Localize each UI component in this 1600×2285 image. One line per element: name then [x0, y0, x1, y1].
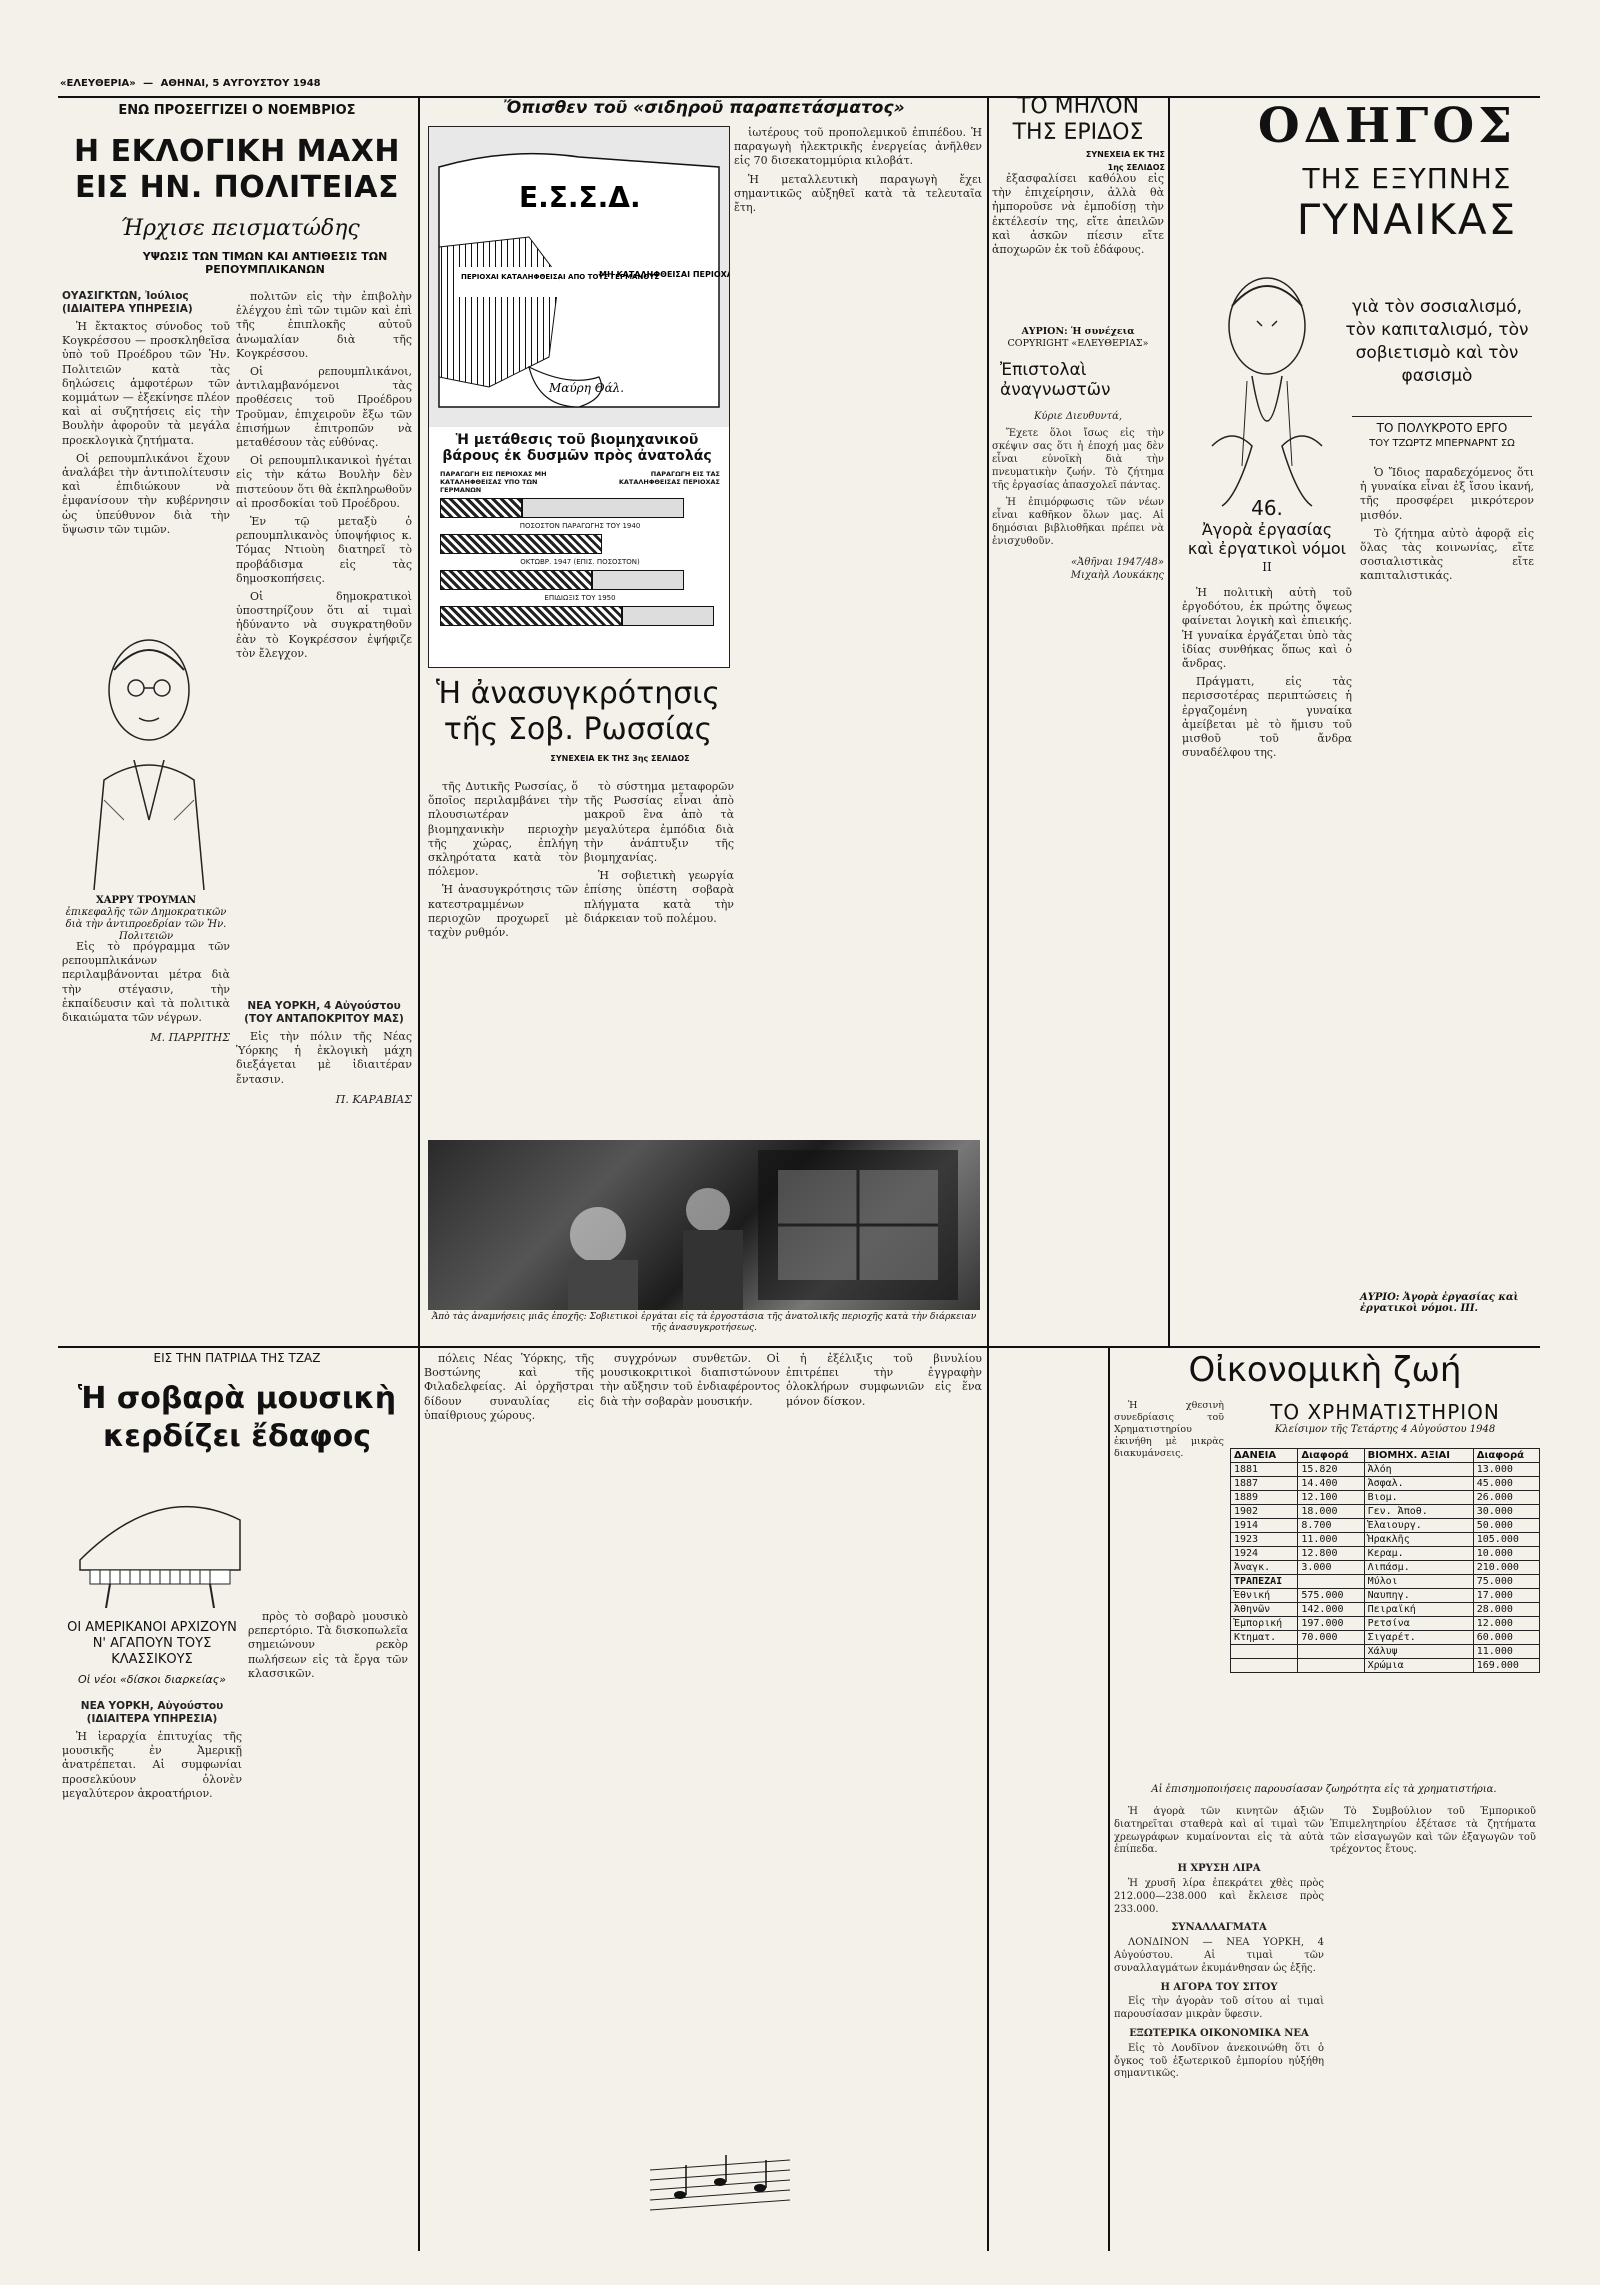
election-para: Εἰς τὴν πόλιν τῆς Νέας Ὑόρκης ἡ ἐκλογικὴ μάχη διεξάγεται μὲ ἰδιαιτέραν ἔντασιν. — [236, 1030, 412, 1086]
econ-title: Οἰκονομικὴ ζωή — [1188, 1350, 1462, 1390]
music-title — [62, 1380, 412, 1456]
bottom-middle — [992, 1352, 1102, 2242]
apple-title-line1: ΤΟ ΜΗΛΟΝ — [1016, 94, 1140, 119]
guide-para: Τὸ ζήτημα αὐτὸ ἀφορᾷ εἰς ὅλας τὰς κοινωνίας, εἴτε σοσιαλιστικὰς εἴτε καπιταλιστικάς. — [1360, 526, 1534, 583]
music-col3 — [424, 1352, 594, 2242]
market-value-cell: 210.000 — [1473, 1561, 1539, 1575]
foreign-text: Εἰς τὸ Λονδῖνον ἀνεκοινώθη ὅτι ὁ ὄγκος τοῦ ἐξωτερικοῦ ἐμπορίου ηὐξήθη σημαντικῶς. — [1114, 2042, 1324, 2080]
market-intro-text: Ἡ χθεσινὴ συνεδρίασις τοῦ Χρηματιστηρίου ἐκινήθη μὲ μικρὰς διακυμάνσεις. — [1114, 1400, 1224, 1459]
stocks-header: ΒΙΟΜΗΧ. ΑΞΙΑΙ — [1364, 1449, 1473, 1463]
guide-para: Ὁ Ἴδιος παραδεχόμενος ὅτι ἡ γυναίκα εἶναι ἐξ ἴσου ἱκανή, τῆς προσφέρει μικρότερον μισθόν. — [1360, 466, 1534, 522]
wheat-title: Η ΑΓΟΡΑ ΤΟΥ ΣΙΤΟΥ — [1160, 1981, 1278, 1993]
market-label-cell: Χάλυψ — [1364, 1645, 1473, 1659]
market-row — [1231, 1477, 1540, 1491]
election-title-line1: Η ΕΚΛΟΓΙΚΗ ΜΑΧΗ — [74, 134, 400, 169]
market-value-cell: 11.000 — [1298, 1533, 1364, 1547]
election-para: Ἐν τῷ μεταξὺ ὁ ρεπουμπλικανὸς ὑποψήφιος κ. Τόμας Ντιοὺη διατηρεῖ τὸ προβάδισμα εἰς τὰς δημοσκοπήσεις. — [236, 515, 412, 585]
bar-1950-right — [622, 606, 714, 626]
caption-text: ἐπικεφαλῆς τῶν Δημοκρατικῶν διὰ τὴν ἀντιπροεδρίαν τῶν Ἡν. Πολιτειῶν — [65, 907, 227, 942]
market-label-cell: Ναυπηγ. — [1364, 1589, 1473, 1603]
election-col1-lower — [62, 940, 230, 1300]
music-col1 — [62, 1700, 242, 2240]
gold-title: Η ΧΡΥΣΗ ΛΙΡΑ — [1177, 1863, 1261, 1875]
election-para: Οἱ δημοκρατικοὶ ὑποστηρίζουν ὅτι αἱ τιμαὶ ἠδύναντο νὰ συγκρατηθοῦν ἐὰν τὸ Κογκρέσσον ἐψήφιζε τὸν ἔλεγχον. — [236, 590, 412, 660]
caption-name: ΧΑΡΡΥ ΤΡΟΥΜΑΝ — [96, 895, 196, 906]
music-para: ἡ ἐξέλιξις τοῦ βινυλίου ἐπιτρέπει τὴν ἐγγραφὴν ὁλοκλήρων συμφωνιῶν εἰς ἕνα μόνον δίσκον. — [786, 1352, 982, 1408]
market-row — [1231, 1533, 1540, 1547]
market-value-cell: 26.000 — [1473, 1491, 1539, 1505]
letters-title — [1000, 360, 1160, 400]
market-label-cell: Ρετσίνα — [1364, 1617, 1473, 1631]
truman-portrait — [64, 620, 224, 890]
letters-para: Ἡ ἐπιμόρφωσις τῶν νέων εἶναι καθῆκον ὅλων μας. Αἱ δημόσιαι βιβλιοθῆκαι πρέπει νὰ ἐνισχυθοῦν. — [992, 497, 1164, 547]
market-row — [1231, 1659, 1540, 1673]
music-title-line2: κερδίζει ἔδαφος — [102, 1419, 372, 1454]
change-header: Διαφορά — [1298, 1449, 1364, 1463]
gold-text: Ἡ χρυσῆ λίρα ἐπεκράτει χθὲς πρὸς 212.000—238.000 καὶ ἔκλεισε πρὸς 233.000. — [1114, 1877, 1324, 1915]
music-para: Ἡ ἱεραρχία ἐπιτυχίας τῆς μουσικῆς ἐν Ἀμερικῇ ἀνατρέπεται. Αἱ συμφωνίαι προσελκύουν ὁλονὲν μεγαλύτερον ἀκροατήριον. — [62, 1730, 242, 1800]
election-dateline2: ΝΕΑ ΥΟΡΚΗ, 4 Αὐγούστου (ΤΟΥ ΑΝΤΑΠΟΚΡΙΤΟΥ ΜΑΣ) — [244, 1000, 404, 1025]
market-value-cell: 13.000 — [1473, 1463, 1539, 1477]
market-label-cell: Μύλοι — [1364, 1575, 1473, 1589]
election-title — [62, 134, 412, 206]
election-para: Εἰς τὸ πρόγραμμα τῶν ρεπουμπλικάνων περιλαμβάνονται μέτρα διὰ τὴν στέγασιν, τὴν ἐκπαίδευσιν καὶ τὰ πολιτικὰ δικαιώματα τῶν νέγρων. — [62, 940, 230, 1025]
market-label-cell: Ἐθνική — [1231, 1589, 1298, 1603]
map-free-label: ΜΗ ΚΑΤΑΛΗΦΘΕΙΣΑΙ ΠΕΡΙΟΧΑΙ — [599, 270, 729, 279]
bar-1950-left — [440, 606, 622, 626]
market-row — [1231, 1645, 1540, 1659]
guide-col2 — [1360, 466, 1534, 1286]
guide-work-label: ΤΟ ΠΟΛΥΚΡΟΤΟ ΕΡΓΟ — [1352, 416, 1532, 435]
guide-box — [1172, 96, 1540, 1346]
apple-para: ἐξασφαλίσει καθόλου εἰς τὴν ἐπιχείρησιν, ἀλλὰ θὰ ἠμποροῦσε νὰ ἐμποδίσῃ τὴν ἐκτέλεσίν της, εἴτε ἀπειλῶν καὶ ἀσκῶν πίεσιν εἴτε ἀποχωρῶν ἐκ τοῦ ἐδάφους. — [992, 172, 1164, 257]
guide-para: Ἡ πολιτικὴ αὐτὴ τοῦ ἐργοδότου, ἐκ πρώτης ὄψεως φαίνεται λογικὴ καὶ ἐπιεικής. Ἡ γυναίκα ἐργάζεται ὑπὸ τὰς ἰδίας συνθήκας ὅπως καὶ ὁ ἄνδρας. — [1182, 586, 1352, 671]
letters-title-line1: Ἐπιστολαὶ — [1000, 360, 1087, 380]
market-value-cell: 60.000 — [1473, 1631, 1539, 1645]
bar-1942 — [440, 534, 602, 554]
market-value-cell: 8.700 — [1298, 1519, 1364, 1533]
market-value-cell: 45.000 — [1473, 1477, 1539, 1491]
market-value-cell: 12.800 — [1298, 1547, 1364, 1561]
bar-1940-right — [522, 498, 684, 518]
market-label-cell: 1923 — [1231, 1533, 1298, 1547]
market-label-cell: Ἀθηνῶν — [1231, 1603, 1298, 1617]
election-title-line2: ΕΙΣ ΗΝ. ΠΟΛΙΤΕΙΑΣ — [75, 170, 399, 205]
apple-footer — [992, 326, 1164, 350]
market-label-cell: Κτηματ. — [1231, 1631, 1298, 1645]
market-value-cell: 142.000 — [1298, 1603, 1364, 1617]
market-value-cell — [1298, 1645, 1364, 1659]
map-occupied-label: ΠΕΡΙΟΧΑΙ ΚΑΤΑΛΗΦΘΕΙΣΑΙ ΑΠΟ ΤΟΥΣ ΓΕΡΜΑΝΟΥΣ — [461, 273, 660, 281]
market-header — [1230, 1400, 1540, 1435]
chart-sub-left: ΠΑΡΑΓΩΓΗ ΕΙΣ ΠΕΡΙΟΧΑΣ ΜΗ ΚΑΤΑΛΗΦΘΕΙΣΑΣ ΥΠΟ ΤΩΝ ΓΕΡΜΑΝΩΝ — [440, 470, 547, 494]
masthead-paper: «ΕΛΕΥΘΕΡΙΑ» — [60, 78, 136, 89]
econ-rule — [1108, 1346, 1540, 1348]
econ-para: Ἡ ἀγορὰ τῶν κινητῶν ἀξιῶν διατηρεῖται σταθερὰ καὶ αἱ τιμαὶ τῶν χρεωγράφων κυμαίνονται εἰς τὰ αὐτὰ ἐπίπεδα. — [1114, 1806, 1324, 1856]
map-country-label: Ε.Σ.Σ.Δ. — [519, 181, 641, 214]
market-value-cell: 14.400 — [1298, 1477, 1364, 1491]
music-notes-icon — [640, 2150, 800, 2240]
guide-tomorrow: ΑΥΡΙΟ: Ἀγορὰ ἐργασίας καὶ ἐργατικοὶ νόμοι. III. — [1360, 1292, 1519, 1314]
music-col2 — [248, 1610, 408, 2240]
industry-para: Ἡ μεταλλευτικὴ παραγωγὴ ἔχει σημαντικῶς αὐξηθεῖ κατὰ τὰ τελευταῖα ἔτη. — [734, 172, 982, 215]
masthead: «ΕΛΕΥΘΕΡΙΑ» — ΑΘΗΝΑΙ, 5 ΑΥΓΟΥΣΤΟΥ 1948 — [60, 78, 321, 89]
change-header: Διαφορά — [1473, 1449, 1539, 1463]
music-para: πόλεις Νέας Ὑόρκης, τῆς Βοστώνης καὶ τῆς Φιλαδελφείας. Αἱ ὀρχῆστραι δίδουν συναυλίας εἰς ὑπαίθριους χώρους. — [424, 1352, 594, 1422]
election-para: Οἱ ρεπουμπλικάνοι ἔχουν ἀναλάβει τὴν ἀντιπολίτευσιν καὶ ἐπιδιώκουν νὰ ἐμφανίσουν τὴν κυβέρνησιν ὡς ὑπεύθυνον διὰ τὴν ὕψωσιν τῶν τιμῶν. — [62, 451, 230, 536]
letters-salutation: Κύριε Διευθυντά, — [1033, 411, 1123, 422]
market-row — [1231, 1617, 1540, 1631]
apple-copyright: COPYRIGHT «ΕΛΕΥΘΕΡΙΑΣ» — [1007, 338, 1149, 349]
bar-1940-left — [440, 498, 522, 518]
foreign-title: ΕΞΩΤΕΡΙΚΑ ΟΙΚΟΝΟΜΙΚΑ ΝΕΑ — [1129, 2027, 1309, 2039]
reconstruction-col1 — [428, 780, 578, 1140]
guide-para: Πράγματι, εἰς τὰς περισσοτέρας περιπτώσεις ἡ ἐργαζομένη γυναίκα ἀμείβεται μὲ τὸ ἥμισυ τοῦ μισθοῦ τοῦ ἄνδρα συναδέλφου της. — [1182, 675, 1352, 760]
reconstruction-para: Ἡ σοβιετικὴ γεωργία ἐπίσης ὑπέστη σοβαρὰ πλήγματα κατὰ τὴν διάρκειαν τοῦ πολέμου. — [584, 869, 734, 925]
signature: Π. ΚΑΡΑΒΙΑΣ — [335, 1092, 412, 1106]
market-label-cell: Ἀλόη — [1364, 1463, 1473, 1477]
apple-continued: ΣΥΝΕΧΕΙΑ ΕΚ ΤΗΣ 1ης ΣΕΛΙΔΟΣ — [1085, 150, 1165, 172]
market-row — [1231, 1603, 1540, 1617]
market-value-cell: 11.000 — [1473, 1645, 1539, 1659]
photo-caption: Ἀπὸ τὰς ἀναμνήσεις μιᾶς ἐποχῆς: Σοβιετικοὶ ἐργάται εἰς τὰ ἐργοστάσια τῆς ἀνατολικῆς περιοχῆς κατὰ τὴν διάρκειαν τῆς ἀνασυγκροτήσεως. — [431, 1312, 977, 1333]
market-value-cell: 105.000 — [1473, 1533, 1539, 1547]
masthead-date: ΑΘΗΝΑΙ, 5 ΑΥΓΟΥΣΤΟΥ 1948 — [160, 78, 321, 89]
econ-para: Τὸ Συμβούλιον τοῦ Ἐμπορικοῦ Ἐπιμελητηρίου ἐξέτασε τὰ ζητήματα τῶν εἰσαγωγῶν καὶ τῶν ἐξαγωγῶν τοῦ τρέχοντος ἔτους. — [1330, 1806, 1536, 1856]
guide-chapter-line2: καὶ ἐργατικοὶ νόμοι — [1187, 539, 1347, 558]
market-row — [1231, 1463, 1540, 1477]
reconstruction-col2 — [584, 780, 734, 1140]
letters-para: Ἔχετε ὅλοι ἴσως εἰς τὴν σκέψιν σας ὅτι ἡ ἐποχή μας δὲν εἶναι εὐνοϊκὴ διὰ τὴν πνευματικὴν ζωήν. Τὸ ζήτημα τῆς ἐργασίας ἀπασχολεῖ πάντας. — [992, 428, 1164, 491]
election-para: Οἱ ρεπουμπλικανικοὶ ἡγέται εἰς τὴν κάτω Βουλὴν δὲν πιστεύουν ὅτι θὰ ἐκπληρωθοῦν αἱ προσδοκίαι τοῦ Προέδρου. — [236, 454, 412, 510]
guide-title: ΟΔΗΓΟΣ — [1257, 98, 1517, 154]
music-title-line1: Ἡ σοβαρὰ μουσικὴ — [77, 1381, 397, 1416]
reconstruction-para: τῆς Δυτικῆς Ρωσσίας, ὅ ὅποῖος περιλαμβάνει τὴν πλουσιωτέραν βιομηχανικὴν περιοχὴν τῆς χώρας, ἐπλήγη σκληρότατα κατὰ τὸν πόλεμον. — [428, 780, 578, 879]
election-col1 — [62, 290, 230, 610]
election-deck: ΥΨΩΣΙΣ ΤΩΝ ΤΙΜΩΝ ΚΑΙ ΑΝΤΙΘΕΣΙΣ ΤΩΝ ΡΕΠΟΥΜΠΛΙΚΑΝΩΝ — [142, 250, 388, 276]
workers-photo — [428, 1140, 980, 1310]
market-value-cell: 12.100 — [1298, 1491, 1364, 1505]
market-value-cell: 3.000 — [1298, 1561, 1364, 1575]
market-label-cell: 1914 — [1231, 1519, 1298, 1533]
market-label-cell: ΤΡΑΠΕΖΑΙ — [1231, 1575, 1298, 1589]
guide-roman: ΙΙ — [1262, 560, 1272, 574]
chart-note3: ΕΠΙΔΙΩΞΙΣ ΤΟΥ 1950 — [544, 594, 616, 602]
market-value-cell: 10.000 — [1473, 1547, 1539, 1561]
market-label-cell: 1881 — [1231, 1463, 1298, 1477]
col-rule — [418, 96, 420, 1346]
map-sea-label: Μαύρη Θάλ. — [549, 381, 625, 395]
reconstruction-para: Ἡ ἀνασυγκρότησις τῶν κατεστραμμένων περιοχῶν προχωρεῖ μὲ ταχὺν ρυθμόν. — [428, 883, 578, 940]
market-label-cell: Λιπάσμ. — [1364, 1561, 1473, 1575]
election-kicker: ΕΝΩ ΠΡΟΣΕΓΓΙΖΕΙ Ο ΝΟΕΜΒΡΙΟΣ — [118, 103, 356, 118]
apple-tomorrow: ΑΥΡΙΟΝ: Ἡ συνέχεια — [1021, 326, 1135, 337]
wheat-text: Εἰς τὴν ἀγορὰν τοῦ σίτου αἱ τιμαὶ παρουσίασαν μικρὰν ὕφεσιν. — [1114, 1996, 1324, 2021]
portrait-sketch-icon — [64, 620, 224, 890]
map-caption: Ἡ μετάθεσις τοῦ βιομηχανικοῦ βάρους ἐκ δυσμῶν πρὸς ἀνατολάς — [432, 432, 722, 464]
market-label-cell: Ἐλαιουργ. — [1364, 1519, 1473, 1533]
election-subtitle: Ήρχισε πεισματώδης — [120, 216, 360, 241]
chart-note2: ΟΚΤΩΒΡ. 1947 (ΕΠΙΣ. ΠΟΣΟΣΤΟΝ) — [520, 558, 640, 566]
market-label-cell: Βιομ. — [1364, 1491, 1473, 1505]
music-deck-text: ΟΙ ΑΜΕΡΙΚΑΝΟΙ ΑΡΧΙΖΟΥΝ Ν' ΑΓΑΠΟΥΝ ΤΟΥΣ ΚΛΑΣΣΙΚΟΥΣ — [67, 1620, 237, 1667]
market-intro — [1114, 1400, 1224, 1500]
bar-1947-right — [592, 570, 684, 590]
industry-col3 — [734, 126, 982, 666]
guide-chapter-line1: Ἀγορὰ ἐργασίας — [1201, 520, 1333, 539]
guide-author: ΤΟΥ ΤΖΩΡΤΖ ΜΠΕΡΝΑΡΝΤ ΣΩ — [1369, 438, 1515, 449]
market-label-cell: Κεραμ. — [1364, 1547, 1473, 1561]
col-rule — [987, 1346, 989, 2251]
election-col2 — [236, 290, 412, 990]
econ-col-rule — [1108, 1346, 1110, 2251]
market-value-cell: 575.000 — [1298, 1589, 1364, 1603]
guide-topics: γιὰ τὸν σοσιαλισμό, τὸν καπιταλισμό, τὸν σοβιετισμὸ καὶ τὸν φασισμὸ — [1345, 297, 1529, 386]
guide-number: 46. — [1251, 496, 1283, 520]
letters-signature: Μιχαὴλ Λουκάκης — [1070, 570, 1164, 581]
market-label-cell: 1887 — [1231, 1477, 1298, 1491]
market-label-cell: 1902 — [1231, 1505, 1298, 1519]
portrait-caption — [62, 895, 230, 943]
workers-photo-sketch — [428, 1140, 980, 1310]
market-value-cell: 17.000 — [1473, 1589, 1539, 1603]
market-label-cell — [1231, 1645, 1298, 1659]
market-value-cell: 30.000 — [1473, 1505, 1539, 1519]
shaw-caricature-icon — [1192, 246, 1342, 516]
reconstruction-title-line1: Ἡ ἀνασυγκρότησις — [436, 676, 720, 711]
apple-title-line2: ΤΗΣ ΕΡΙΔΟΣ — [1012, 120, 1144, 145]
econ-col2 — [1330, 1806, 1536, 2246]
market-value-cell: 197.000 — [1298, 1617, 1364, 1631]
music-dateline: ΝΕΑ ΥΟΡΚΗ, Αὐγούστου (ΙΔΙΑΙΤΕΡΑ ΥΠΗΡΕΣΙΑ) — [80, 1700, 224, 1725]
chart-sub-right: ΠΑΡΑΓΩΓΗ ΕΙΣ ΤΑΣ ΚΑΤΑΛΗΦΘΕΙΣΑΣ ΠΕΡΙΟΧΑΣ — [618, 470, 720, 486]
apple-body — [992, 172, 1164, 322]
market-close-note: Κλείσιμον τῆς Τετάρτης 4 Αὐγούστου 1948 — [1274, 1424, 1496, 1435]
election-para: Ἡ ἔκτακτος σύνοδος τοῦ Κογκρέσσου — προσκληθεῖσα ὑπὸ τοῦ Προέδρου τῶν Ἡν. Πολιτειῶν κατὰ τὰς δηλώσεις ἀμφοτέρων τῶν κομμάτων — ἐξεκίνησε πλέον καὶ αἱ συζητήσεις εἰς τὴν Βουλὴν ἀφοροῦν τὰ μεγάλα προεκλογικὰ ζητήματα. — [62, 320, 230, 447]
market-value-cell: 18.000 — [1298, 1505, 1364, 1519]
bar-1947-left — [440, 570, 592, 590]
market-value-cell: 15.820 — [1298, 1463, 1364, 1477]
market-label-cell: Πειραϊκή — [1364, 1603, 1473, 1617]
market-value-cell: 28.000 — [1473, 1603, 1539, 1617]
econ-note: Αἱ ἐπισημοποιήσεις παρουσίασαν ζωηρότητα εἰς τὰ χρηματιστήρια. — [1151, 1784, 1497, 1795]
music-col5 — [786, 1352, 982, 2132]
guide-subtitle2: ΓΥΝΑΙΚΑΣ — [1296, 195, 1518, 244]
market-value-cell — [1298, 1575, 1364, 1589]
market-row — [1231, 1561, 1540, 1575]
iron-curtain-kicker: Ὄπισθεν τοῦ «σιδηροῦ παραπετάσματος» — [503, 98, 905, 118]
market-label-cell: Γεν. Ἀποθ. — [1364, 1505, 1473, 1519]
market-row — [1231, 1505, 1540, 1519]
col-rule — [987, 96, 989, 1346]
fx-title: ΣΥΝΑΛΛΑΓΜΑΤΑ — [1171, 1922, 1267, 1934]
music-para: συγχρόνων συνθετῶν. Οἱ μουσικοκριτικοὶ διαπιστώνουν τὴν αὔξησιν τοῦ ἐνδιαφέροντος διὰ τὴν σοβαρὰν μουσικήν. — [600, 1352, 780, 1408]
market-label-cell: 1924 — [1231, 1547, 1298, 1561]
market-row — [1231, 1519, 1540, 1533]
market-row — [1231, 1589, 1540, 1603]
reconstruction-continued: ΣΥΝΕΧΕΙΑ ΕΚ ΤΗΣ 3ης ΣΕΛΙΔΟΣ — [550, 754, 690, 763]
market-table — [1230, 1448, 1540, 1778]
letters-body — [992, 410, 1164, 1330]
market-label-cell: 1889 — [1231, 1491, 1298, 1505]
reconstruction-para: τὸ σύστημα μεταφορῶν τῆς Ρωσσίας εἶναι ἀπὸ μακροῦ ἓνα ἀπὸ τὰ μεγαλύτερα ἐμπόδια διὰ τὴν ἀνάπτυξιν τῆς βιομηχανίας. — [584, 780, 734, 865]
letters-title-line2: ἀναγνωστῶν — [1000, 380, 1111, 400]
loans-header: ΔΑΝΕΙΑ — [1231, 1449, 1298, 1463]
market-value-cell: 169.000 — [1473, 1659, 1539, 1673]
election-dateline: ΟΥΑΣΙΓΚΤΩΝ, Ἰούλιος (ΙΔΙΑΙΤΕΡΑ ΥΠΗΡΕΣΙΑ) — [62, 290, 193, 315]
music-subdeck: Οἱ νέοι «δίσκοι διαρκείας» — [78, 1673, 226, 1686]
election-col2-lower — [236, 1000, 412, 1330]
econ-col1 — [1114, 1806, 1324, 2246]
market-value-cell — [1298, 1659, 1364, 1673]
music-para: πρὸς τὸ σοβαρὸ μουσικὸ ρεπερτόριο. Τὰ δισκοπωλεῖα σημειώνουν ρεκὸρ πωλήσεων εἰς τὰ ἔργα τῶν κλασσικῶν. — [248, 1610, 408, 1680]
market-value-cell: 70.000 — [1298, 1631, 1364, 1645]
letters-signature-place: «Ἀθῆναι 1947/48» — [1071, 557, 1164, 568]
market-label-cell: Ἀσφαλ. — [1364, 1477, 1473, 1491]
market-value-cell: 75.000 — [1473, 1575, 1539, 1589]
market-label-cell: Ἐμπορική — [1231, 1617, 1298, 1631]
col-rule — [1168, 96, 1170, 1346]
fx-text: ΛΟΝΔΙΝΟΝ — ΝΕΑ ΥΟΡΚΗ, 4 Αὐγούστου. Αἱ τιμαὶ τῶν συναλλαγμάτων ἐκυμάνθησαν ὡς ἑξῆς. — [1114, 1937, 1324, 1974]
market-label-cell — [1231, 1659, 1298, 1673]
reconstruction-title-line2: τῆς Σοβ. Ρωσσίας — [443, 712, 713, 747]
signature: Μ. ΠΑΡΡΙΤΗΣ — [150, 1031, 230, 1045]
guide-col1 — [1182, 586, 1352, 1326]
election-para: Οἱ ρεπουμπλικάνοι, ἀντιλαμβανόμενοι τὰς προθέσεις τοῦ Προέδρου Τροῦμαν, ἐπιχειροῦν ἔξω τῶν ἐπισήμων ἐπιτροπῶν νὰ μεταθέσουν τὰς εὐθύνας. — [236, 365, 412, 450]
market-title: ΤΟ ΧΡΗΜΑΤΙΣΤΗΡΙΟΝ — [1270, 1400, 1500, 1424]
guide-chapter — [1182, 496, 1352, 574]
market-row — [1231, 1547, 1540, 1561]
apple-title — [992, 94, 1164, 146]
market-value-cell: 12.000 — [1473, 1617, 1539, 1631]
guide-subtitle1: ΤΗΣ ΕΞΥΠΝΗΣ — [1302, 162, 1512, 195]
music-col4 — [600, 1352, 780, 2242]
market-label-cell: Χρώμια — [1364, 1659, 1473, 1673]
market-row — [1231, 1631, 1540, 1645]
market-value-cell: 50.000 — [1473, 1519, 1539, 1533]
music-kicker: ΕΙΣ ΤΗΝ ΠΑΤΡΙΔΑ ΤΗΣ ΤΖΑΖ — [153, 1351, 321, 1365]
music-deck — [62, 1620, 242, 1688]
market-label-cell: Σιγαρέτ. — [1364, 1631, 1473, 1645]
market-label-cell: Ἡρακλῆς — [1364, 1533, 1473, 1547]
reconstruction-title — [428, 676, 728, 748]
market-table-grid — [1230, 1448, 1540, 1673]
market-row — [1231, 1491, 1540, 1505]
industry-para: ἰωτέρους τοῦ προπολεμικοῦ ἐπιπέδου. Ἡ παραγωγὴ ἠλεκτρικῆς ἐνεργείας ἀνῆλθεν εἰς 70 δισεκατομμύρια κιλοβάτ. — [734, 126, 982, 168]
election-para: πολιτῶν εἰς τὴν ἐπιβολὴν ἐλέγχου ἐπὶ τῶν τιμῶν καὶ ἐπὶ τῆς ἐπιπλοκῆς αὐτοῦ ἀνωμαλίαν διὰ τῆς Κογκρέσσου. — [236, 290, 412, 360]
bar-chart — [440, 470, 720, 660]
col-rule — [418, 1346, 420, 2251]
market-label-cell: Ἀναγκ. — [1231, 1561, 1298, 1575]
market-row — [1231, 1575, 1540, 1589]
piano-sketch-icon — [70, 1460, 250, 1610]
chart-note: ΠΟΣΟΣΤΟΝ ΠΑΡΑΓΩΓΗΣ ΤΟΥ 1940 — [519, 522, 641, 530]
guide-subtitle — [1272, 162, 1542, 245]
